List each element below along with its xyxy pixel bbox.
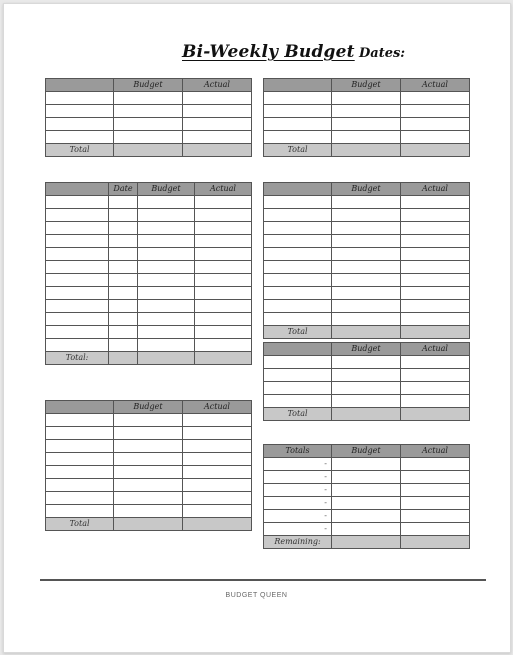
total-cell[interactable] (401, 408, 470, 421)
entry-cell[interactable] (114, 479, 183, 492)
table-row (46, 287, 252, 300)
entry-cell[interactable] (401, 209, 470, 222)
budget-table-4 (45, 400, 252, 531)
entry-cell[interactable] (332, 497, 401, 510)
entry-cell[interactable] (109, 261, 138, 274)
entry-cell[interactable] (46, 131, 114, 144)
entry-cell[interactable] (114, 505, 183, 518)
entry-cell[interactable] (332, 209, 401, 222)
totals-row-mark: - (264, 510, 332, 523)
table-row (264, 274, 470, 287)
entry-cell[interactable] (195, 248, 252, 261)
table-row (264, 105, 470, 118)
table-row (264, 248, 470, 261)
entry-cell[interactable] (46, 479, 114, 492)
entry-cell[interactable] (264, 274, 332, 287)
entry-cell[interactable] (114, 427, 183, 440)
entry-cell[interactable] (332, 274, 401, 287)
entry-cell[interactable] (183, 479, 252, 492)
entry-cell[interactable] (183, 505, 252, 518)
table-row (46, 209, 252, 222)
entry-cell[interactable] (195, 274, 252, 287)
dates-label: Dates: (359, 46, 406, 61)
totals-row-mark: - (264, 523, 332, 536)
totals-table (263, 444, 470, 549)
entry-cell[interactable] (195, 300, 252, 313)
total-cell[interactable] (332, 144, 401, 157)
entry-cell[interactable] (46, 453, 114, 466)
entry-cell[interactable] (195, 261, 252, 274)
entry-cell[interactable] (195, 287, 252, 300)
entry-cell[interactable] (138, 222, 195, 235)
table-row (264, 523, 470, 536)
column-header: Budget (332, 183, 401, 196)
table-header-row (264, 343, 470, 356)
table-row (264, 118, 470, 131)
entry-cell[interactable] (264, 196, 332, 209)
entry-cell[interactable] (109, 274, 138, 287)
column-header (264, 79, 332, 92)
entry-cell[interactable] (332, 300, 401, 313)
entry-cell[interactable] (401, 458, 470, 471)
column-header (264, 183, 332, 196)
table-header-row (264, 445, 470, 458)
table-row (264, 313, 470, 326)
entry-cell[interactable] (332, 131, 401, 144)
budget-table-5 (263, 342, 470, 421)
column-header (46, 79, 114, 92)
entry-cell[interactable] (138, 339, 195, 352)
entry-cell[interactable] (195, 222, 252, 235)
entry-cell[interactable] (46, 300, 109, 313)
entry-cell[interactable] (114, 105, 183, 118)
entry-cell[interactable] (46, 492, 114, 505)
entry-cell[interactable] (332, 356, 401, 369)
total-label: Total (264, 326, 332, 339)
totals-row-mark: - (264, 458, 332, 471)
entry-cell[interactable] (109, 326, 138, 339)
entry-cell[interactable] (109, 287, 138, 300)
entry-cell[interactable] (264, 209, 332, 222)
budget-table-1 (45, 78, 252, 157)
entry-cell[interactable] (183, 131, 252, 144)
entry-cell[interactable] (264, 261, 332, 274)
entry-cell[interactable] (46, 440, 114, 453)
entry-cell[interactable] (195, 235, 252, 248)
table-row (264, 497, 470, 510)
entry-cell[interactable] (264, 248, 332, 261)
entry-cell[interactable] (183, 427, 252, 440)
entry-cell[interactable] (183, 440, 252, 453)
table-header-row (46, 183, 252, 196)
column-header: Actual (183, 79, 252, 92)
entry-cell[interactable] (264, 313, 332, 326)
column-header: Budget (138, 183, 195, 196)
entry-cell[interactable] (401, 300, 470, 313)
entry-cell[interactable] (401, 395, 470, 408)
entry-cell[interactable] (332, 287, 401, 300)
totals-row-mark: - (264, 484, 332, 497)
column-header: Budget (114, 79, 183, 92)
entry-cell[interactable] (46, 196, 109, 209)
entry-cell[interactable] (264, 369, 332, 382)
table-row (46, 92, 252, 105)
entry-cell[interactable] (114, 131, 183, 144)
entry-cell[interactable] (46, 326, 109, 339)
entry-cell[interactable] (401, 287, 470, 300)
total-cell[interactable] (183, 144, 252, 157)
entry-cell[interactable] (264, 105, 332, 118)
total-cell[interactable] (332, 326, 401, 339)
brand-footer: BUDGET QUEEN (225, 592, 288, 599)
entry-cell[interactable] (138, 248, 195, 261)
column-header (46, 401, 114, 414)
total-cell[interactable] (114, 144, 183, 157)
entry-cell[interactable] (401, 382, 470, 395)
table-row (264, 369, 470, 382)
entry-cell[interactable] (183, 414, 252, 427)
budget-table-6 (263, 182, 470, 339)
entry-cell[interactable] (332, 118, 401, 131)
entry-cell[interactable] (401, 510, 470, 523)
table-row (46, 440, 252, 453)
total-cell[interactable] (183, 518, 252, 531)
entry-cell[interactable] (109, 248, 138, 261)
entry-cell[interactable] (109, 300, 138, 313)
table-header-row (46, 401, 252, 414)
total-label: Total (46, 144, 114, 157)
table-row (264, 209, 470, 222)
total-cell[interactable] (332, 408, 401, 421)
entry-cell[interactable] (195, 313, 252, 326)
entry-cell[interactable] (332, 235, 401, 248)
table-row (46, 222, 252, 235)
entry-cell[interactable] (401, 105, 470, 118)
entry-cell[interactable] (46, 313, 109, 326)
totals-row-mark: - (264, 497, 332, 510)
entry-cell[interactable] (138, 287, 195, 300)
table-total-row (264, 144, 470, 157)
entry-cell[interactable] (138, 274, 195, 287)
entry-cell[interactable] (264, 300, 332, 313)
column-header: Actual (401, 445, 470, 458)
entry-cell[interactable] (401, 248, 470, 261)
entry-cell[interactable] (183, 466, 252, 479)
entry-cell[interactable] (109, 196, 138, 209)
entry-cell[interactable] (332, 369, 401, 382)
entry-cell[interactable] (114, 492, 183, 505)
entry-cell[interactable] (46, 92, 114, 105)
table-row (264, 484, 470, 497)
entry-cell[interactable] (114, 414, 183, 427)
entry-cell[interactable] (114, 440, 183, 453)
entry-cell[interactable] (264, 92, 332, 105)
entry-cell[interactable] (46, 466, 114, 479)
table-row (46, 131, 252, 144)
column-header: Budget (332, 343, 401, 356)
entry-cell[interactable] (401, 369, 470, 382)
column-header: Budget (114, 401, 183, 414)
table-total-row (264, 408, 470, 421)
budget-table-2 (263, 78, 470, 157)
total-label: Total (264, 408, 332, 421)
entry-cell[interactable] (332, 105, 401, 118)
column-header: Budget (332, 445, 401, 458)
entry-cell[interactable] (401, 118, 470, 131)
entry-cell[interactable] (183, 92, 252, 105)
entry-cell[interactable] (264, 222, 332, 235)
entry-cell[interactable] (401, 274, 470, 287)
total-cell[interactable] (195, 352, 252, 365)
entry-cell[interactable] (332, 471, 401, 484)
entry-cell[interactable] (109, 209, 138, 222)
entry-cell[interactable] (332, 196, 401, 209)
table-row (264, 395, 470, 408)
entry-cell[interactable] (264, 118, 332, 131)
table-row (264, 510, 470, 523)
table-total-row (46, 144, 252, 157)
entry-cell[interactable] (138, 326, 195, 339)
entry-cell[interactable] (46, 261, 109, 274)
entry-cell[interactable] (401, 523, 470, 536)
total-cell[interactable] (401, 536, 470, 549)
entry-cell[interactable] (401, 484, 470, 497)
table-row (46, 466, 252, 479)
table-row (264, 222, 470, 235)
table-row (46, 313, 252, 326)
table-row (264, 235, 470, 248)
column-header: Totals (264, 445, 332, 458)
entry-cell[interactable] (138, 300, 195, 313)
table-row (264, 196, 470, 209)
table-row (46, 414, 252, 427)
entry-cell[interactable] (114, 92, 183, 105)
entry-cell[interactable] (401, 235, 470, 248)
footer-divider (40, 579, 486, 581)
entry-cell[interactable] (46, 209, 109, 222)
entry-cell[interactable] (401, 261, 470, 274)
total-cell[interactable] (138, 352, 195, 365)
total-label: Total (264, 144, 332, 157)
entry-cell[interactable] (138, 196, 195, 209)
entry-cell[interactable] (332, 222, 401, 235)
entry-cell[interactable] (264, 356, 332, 369)
entry-cell[interactable] (332, 261, 401, 274)
column-header: Actual (195, 183, 252, 196)
total-cell[interactable] (401, 326, 470, 339)
entry-cell[interactable] (46, 339, 109, 352)
table-row (264, 458, 470, 471)
entry-cell[interactable] (46, 118, 114, 131)
entry-cell[interactable] (401, 222, 470, 235)
entry-cell[interactable] (114, 453, 183, 466)
table-row (46, 105, 252, 118)
table-row (46, 118, 252, 131)
entry-cell[interactable] (46, 414, 114, 427)
table-row (264, 261, 470, 274)
entry-cell[interactable] (332, 523, 401, 536)
total-cell[interactable] (109, 352, 138, 365)
table-row (264, 300, 470, 313)
entry-cell[interactable] (46, 287, 109, 300)
column-header: Date (109, 183, 138, 196)
budget-table-3 (45, 182, 252, 365)
page-title: Bi-Weekly Budget (182, 42, 355, 62)
table-row (264, 287, 470, 300)
table-header-row (46, 79, 252, 92)
entry-cell[interactable] (401, 471, 470, 484)
entry-cell[interactable] (332, 458, 401, 471)
total-cell[interactable] (114, 518, 183, 531)
total-cell[interactable] (332, 536, 401, 549)
entry-cell[interactable] (114, 466, 183, 479)
entry-cell[interactable] (138, 235, 195, 248)
entry-cell[interactable] (264, 395, 332, 408)
entry-cell[interactable] (401, 196, 470, 209)
entry-cell[interactable] (401, 356, 470, 369)
table-row (46, 196, 252, 209)
total-label: Total: (46, 352, 109, 365)
table-row (46, 248, 252, 261)
column-header: Actual (401, 183, 470, 196)
table-header-row (264, 183, 470, 196)
table-row (46, 453, 252, 466)
entry-cell[interactable] (109, 222, 138, 235)
column-header: Actual (183, 401, 252, 414)
entry-cell[interactable] (264, 131, 332, 144)
entry-cell[interactable] (401, 497, 470, 510)
entry-cell[interactable] (332, 510, 401, 523)
table-row (46, 326, 252, 339)
column-header: Actual (401, 343, 470, 356)
entry-cell[interactable] (138, 313, 195, 326)
total-cell[interactable] (401, 144, 470, 157)
entry-cell[interactable] (46, 248, 109, 261)
entry-cell[interactable] (401, 313, 470, 326)
column-header: Budget (332, 79, 401, 92)
table-total-row (264, 326, 470, 339)
entry-cell[interactable] (183, 492, 252, 505)
entry-cell[interactable] (46, 505, 114, 518)
entry-cell[interactable] (195, 196, 252, 209)
table-row (46, 274, 252, 287)
table-row (264, 92, 470, 105)
entry-cell[interactable] (114, 118, 183, 131)
table-row (264, 131, 470, 144)
entry-cell[interactable] (401, 131, 470, 144)
table-total-row (46, 518, 252, 531)
table-row (46, 339, 252, 352)
entry-cell[interactable] (138, 261, 195, 274)
entry-cell[interactable] (138, 209, 195, 222)
entry-cell[interactable] (46, 427, 114, 440)
entry-cell[interactable] (401, 92, 470, 105)
table-row (46, 261, 252, 274)
entry-cell[interactable] (46, 222, 109, 235)
entry-cell[interactable] (183, 453, 252, 466)
table-row (46, 300, 252, 313)
table-row (264, 382, 470, 395)
entry-cell[interactable] (46, 274, 109, 287)
entry-cell[interactable] (195, 209, 252, 222)
total-label: Remaining: (264, 536, 332, 549)
entry-cell[interactable] (195, 339, 252, 352)
entry-cell[interactable] (332, 484, 401, 497)
entry-cell[interactable] (183, 118, 252, 131)
entry-cell[interactable] (46, 235, 109, 248)
column-header (46, 183, 109, 196)
entry-cell[interactable] (264, 287, 332, 300)
table-total-row (264, 536, 470, 549)
entry-cell[interactable] (332, 313, 401, 326)
table-total-row (46, 352, 252, 365)
entry-cell[interactable] (332, 92, 401, 105)
entry-cell[interactable] (109, 313, 138, 326)
table-row (46, 479, 252, 492)
entry-cell[interactable] (46, 105, 114, 118)
table-row (46, 235, 252, 248)
table-row (264, 356, 470, 369)
table-header-row (264, 79, 470, 92)
table-row (46, 492, 252, 505)
entry-cell[interactable] (332, 248, 401, 261)
entry-cell[interactable] (264, 382, 332, 395)
total-label: Total (46, 518, 114, 531)
column-header (264, 343, 332, 356)
entry-cell[interactable] (332, 395, 401, 408)
entry-cell[interactable] (183, 105, 252, 118)
entry-cell[interactable] (332, 382, 401, 395)
entry-cell[interactable] (264, 235, 332, 248)
entry-cell[interactable] (109, 339, 138, 352)
entry-cell[interactable] (195, 326, 252, 339)
column-header: Actual (401, 79, 470, 92)
entry-cell[interactable] (109, 235, 138, 248)
table-row (46, 427, 252, 440)
table-row (46, 505, 252, 518)
table-row (264, 471, 470, 484)
totals-row-mark: - (264, 471, 332, 484)
